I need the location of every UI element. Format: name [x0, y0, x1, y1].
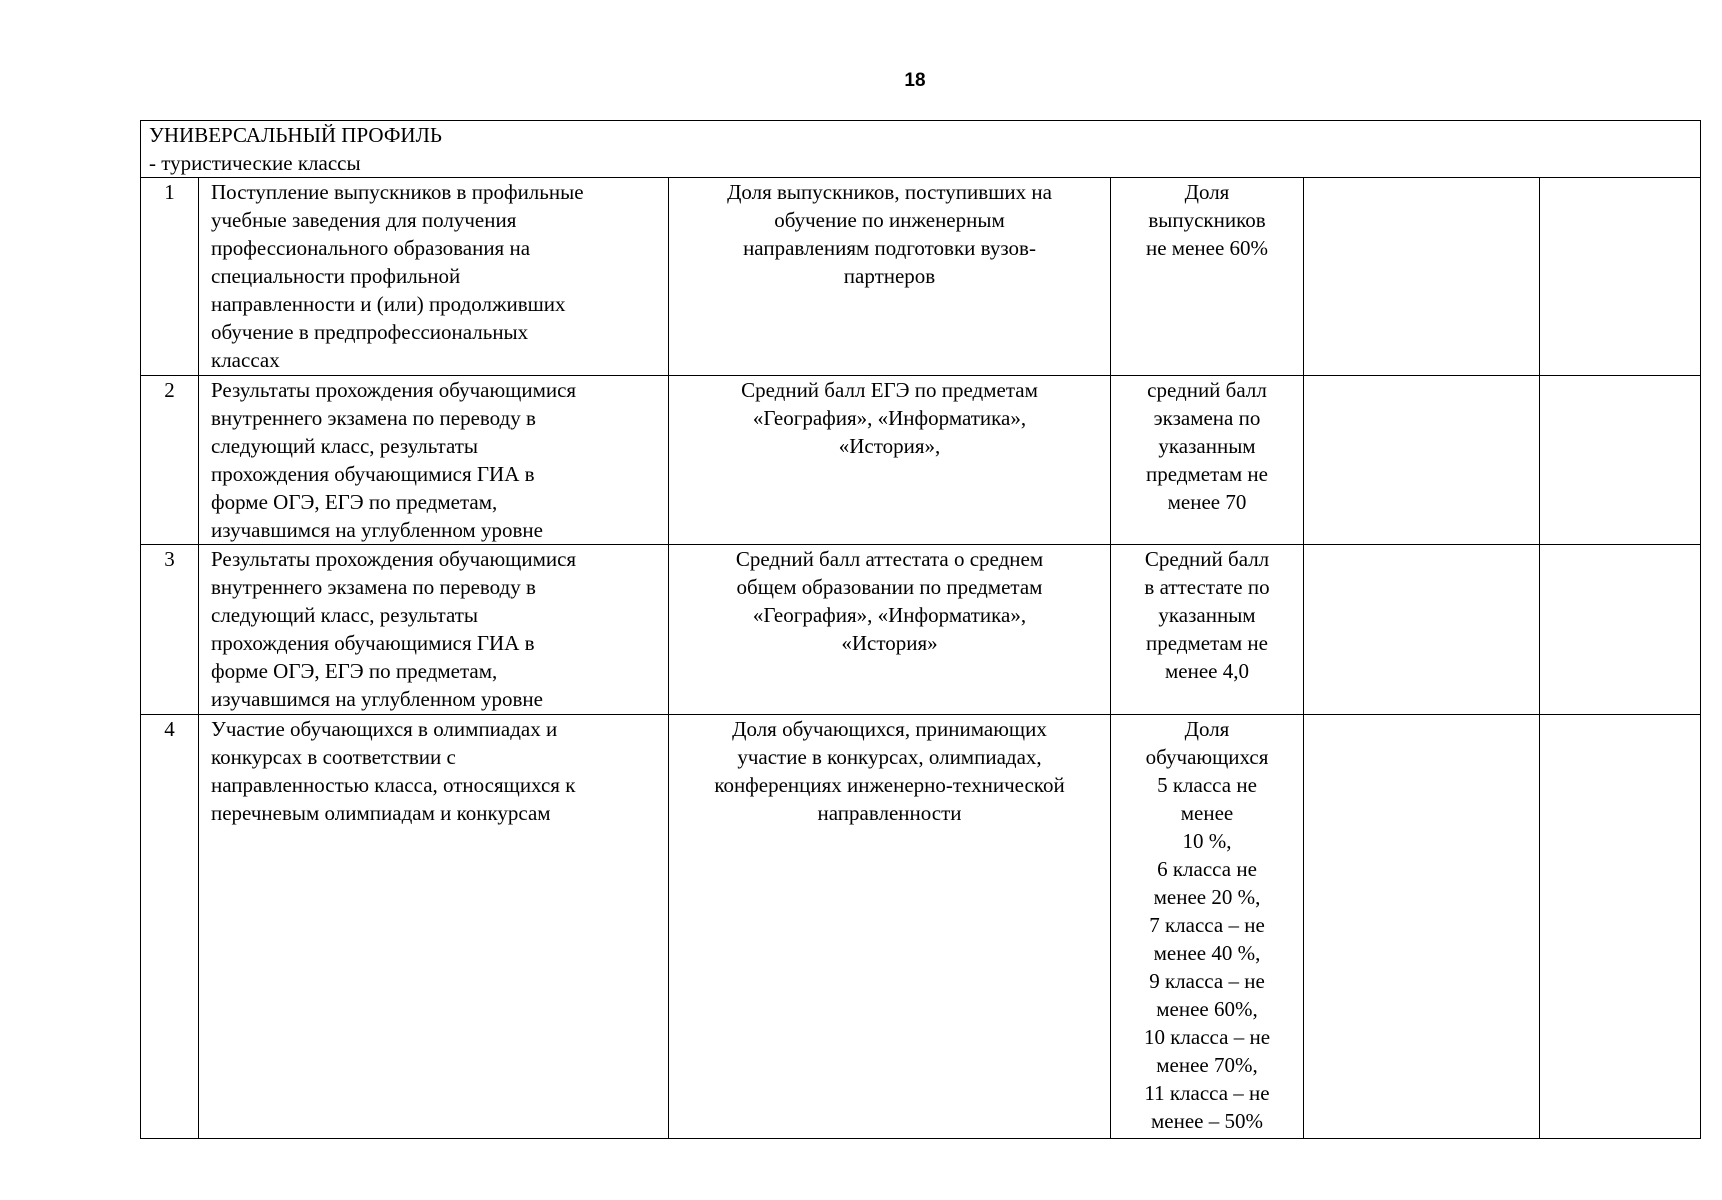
indicator-cell: Доля обучающихся, принимающих участие в конкурсах, олимпиадах, конференциях инженерно-технической направленности	[669, 715, 1111, 1139]
target-value-cell: Средний балл в аттестате по указанным предметам не менее 4,0	[1111, 545, 1304, 715]
row-number: 2	[141, 376, 199, 545]
section-title: УНИВЕРСАЛЬНЫЙ ПРОФИЛЬ	[149, 123, 442, 147]
table-row	[141, 376, 1701, 545]
row-number: 3	[141, 545, 199, 715]
target-value-cell: средний балл экзамена по указанным предметам не менее 70	[1111, 376, 1304, 545]
criterion-cell: Поступление выпускников в профильные учебные заведения для получения профессионального образования на специальности профильной направленности и (или) продолживших обучение в предпрофессиональных классах	[199, 178, 669, 376]
empty-cell	[1540, 178, 1701, 376]
section-header-row	[141, 121, 1701, 178]
empty-cell	[1304, 545, 1540, 715]
section-header-cell	[141, 121, 1701, 178]
indicator-cell: Средний балл ЕГЭ по предметам «География», «Информатика», «История»,	[669, 376, 1111, 545]
table-row	[141, 715, 1701, 1139]
target-value-cell: Доля обучающихся 5 класса не менее 10 %, 6 класса не менее 20 %, 7 класса – не менее 40 %, 9 класса – не менее 60%, 10 класса – не менее 70%, 11 класса – не менее – 50%	[1111, 715, 1304, 1139]
section-subtitle: - туристические классы	[149, 151, 361, 175]
empty-cell	[1540, 545, 1701, 715]
empty-cell	[1540, 376, 1701, 545]
row-number: 4	[141, 715, 199, 1139]
criterion-cell: Результаты прохождения обучающимися внутреннего экзамена по переводу в следующий класс, результаты прохождения обучающимися ГИА в форме ОГЭ, ЕГЭ по предметам, изучавшимся на углубленном уровне	[199, 376, 669, 545]
indicator-cell: Средний балл аттестата о среднем общем образовании по предметам «География», «Информатика», «История»	[669, 545, 1111, 715]
table-row	[141, 545, 1701, 715]
table-row	[141, 178, 1701, 376]
criteria-table	[140, 120, 1701, 1139]
target-value-cell: Доля выпускников не менее 60%	[1111, 178, 1304, 376]
empty-cell	[1540, 715, 1701, 1139]
empty-cell	[1304, 715, 1540, 1139]
criterion-cell: Участие обучающихся в олимпиадах и конкурсах в соответствии с направленностью класса, относящихся к перечневым олимпиадам и конкурсам	[199, 715, 669, 1139]
empty-cell	[1304, 376, 1540, 545]
page-number: 18	[904, 70, 926, 91]
indicator-cell: Доля выпускников, поступивших на обучение по инженерным направлениям подготовки вузов- партнеров	[669, 178, 1111, 376]
empty-cell	[1304, 178, 1540, 376]
criterion-cell: Результаты прохождения обучающимися внутреннего экзамена по переводу в следующий класс, результаты прохождения обучающимися ГИА в форме ОГЭ, ЕГЭ по предметам, изучавшимся на углубленном уровне	[199, 545, 669, 715]
row-number: 1	[141, 178, 199, 376]
